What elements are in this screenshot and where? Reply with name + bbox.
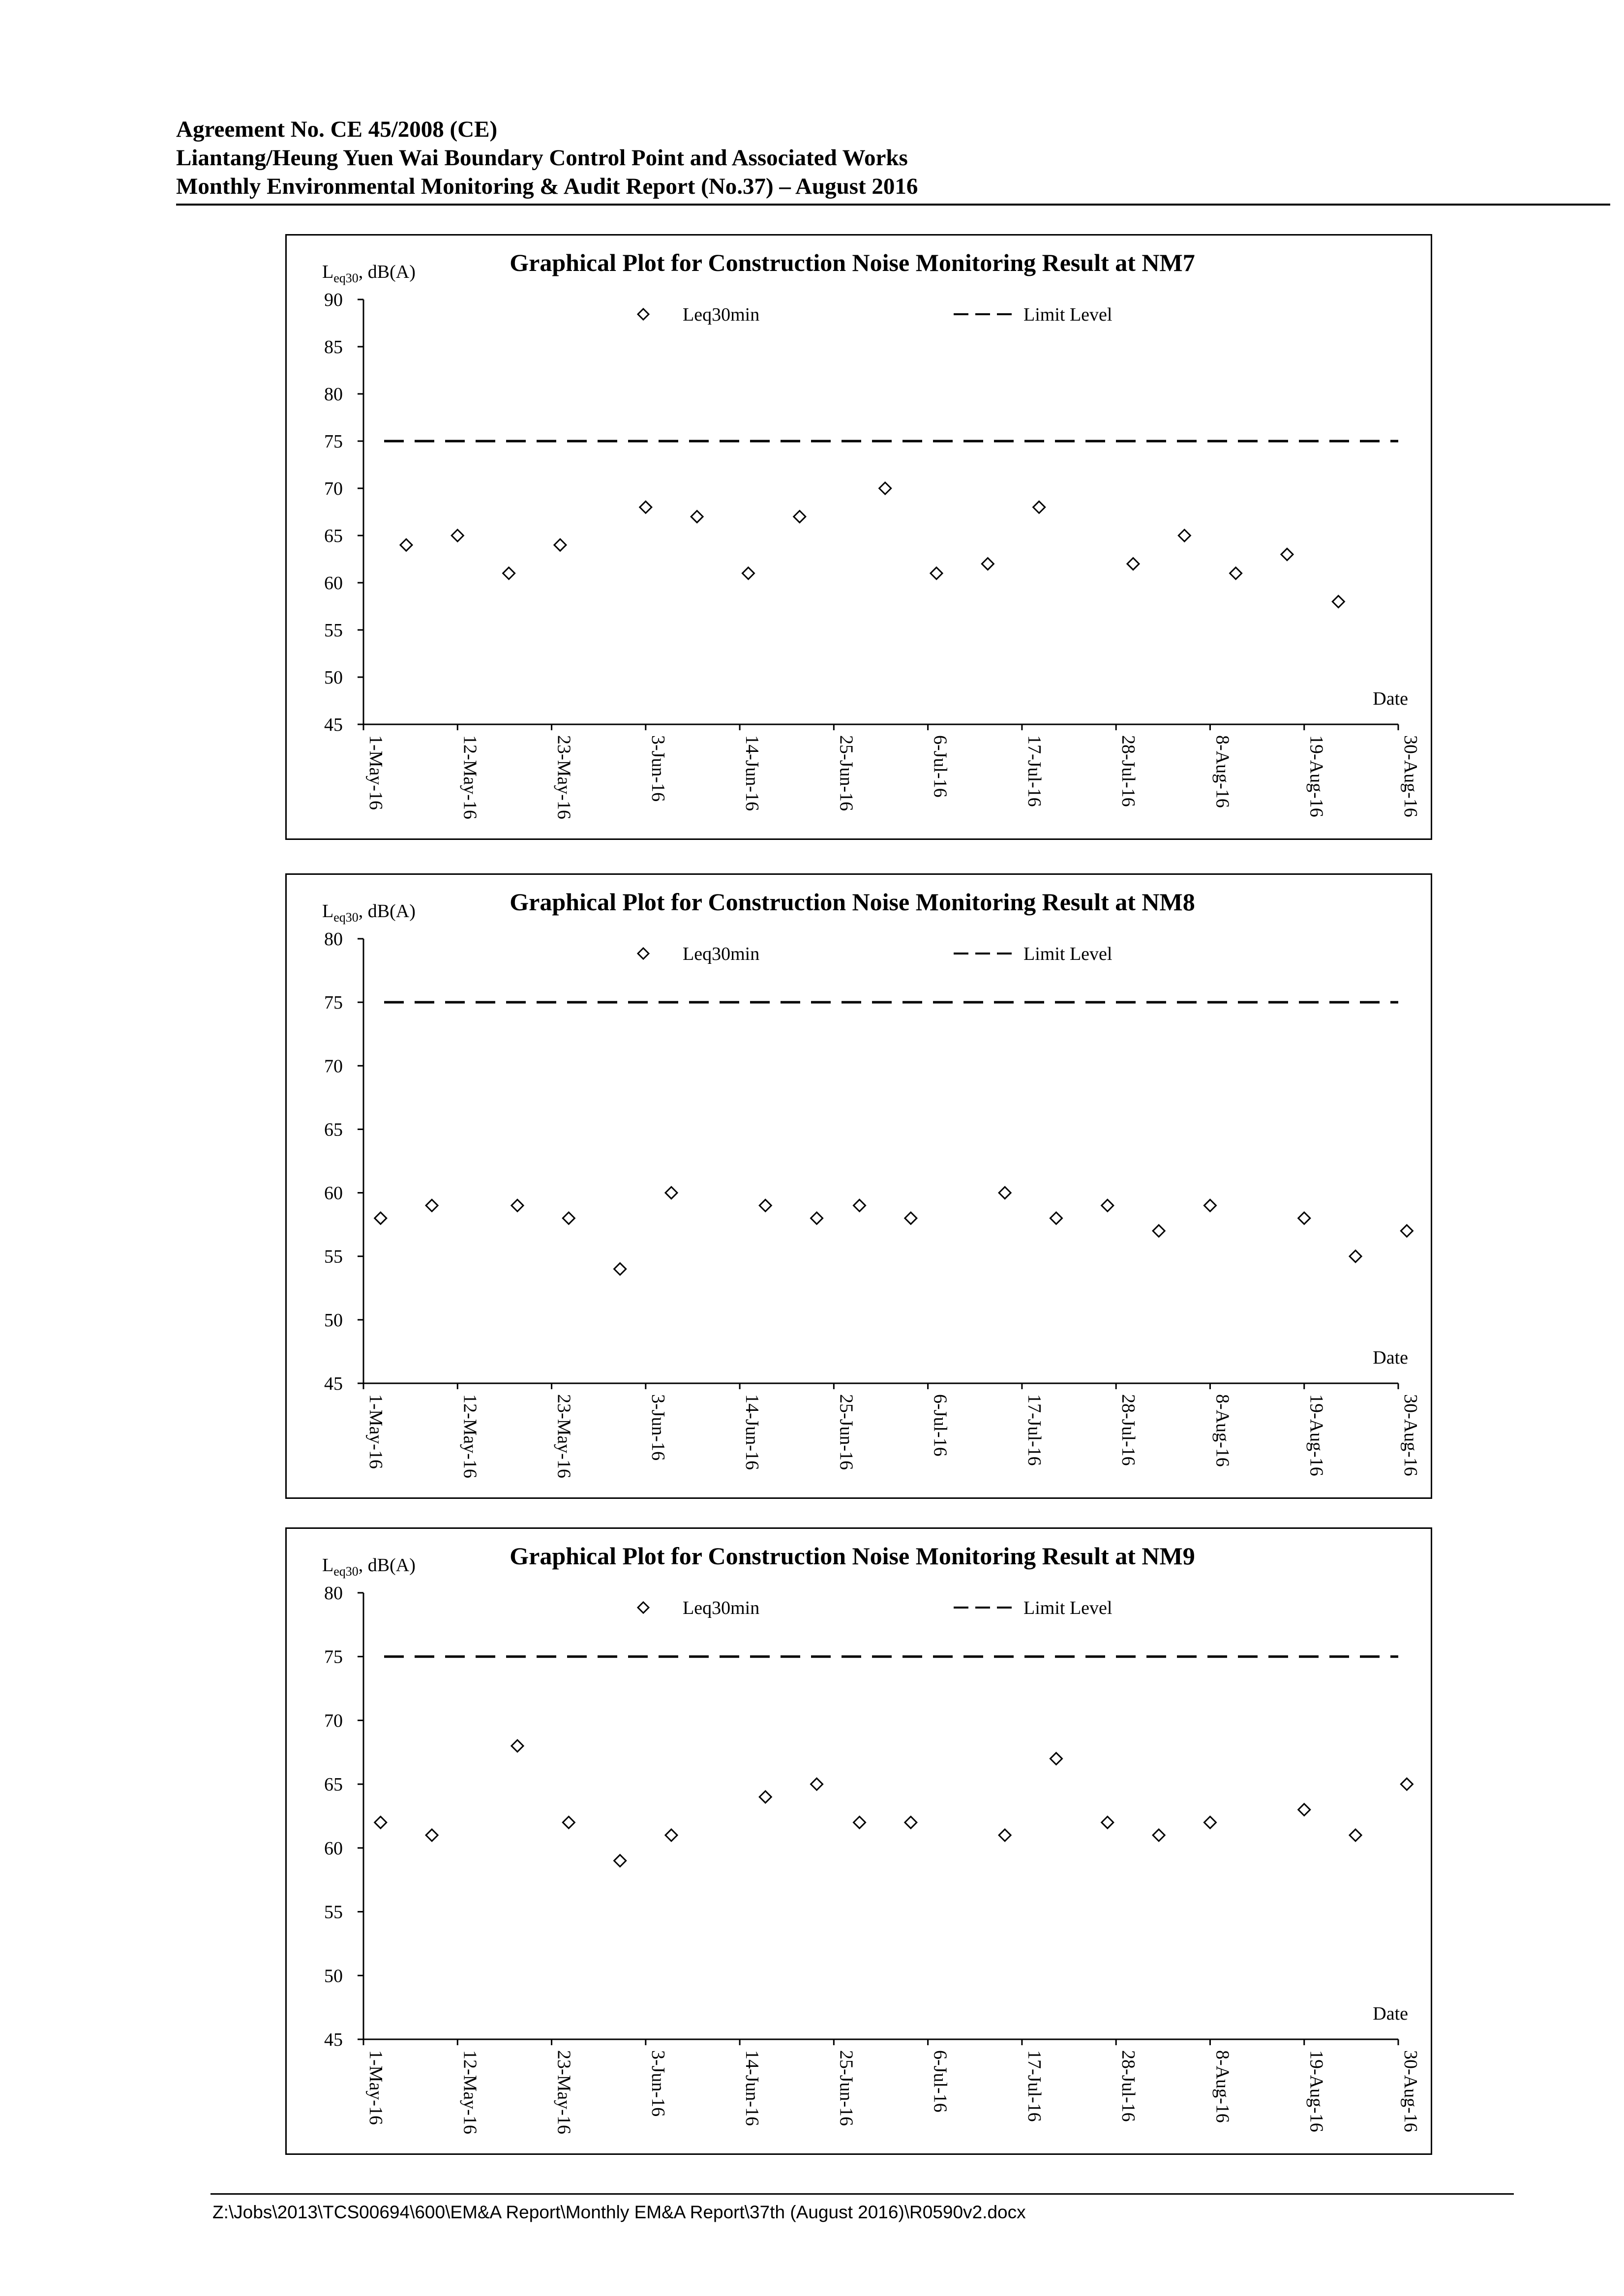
y-tick-label: 70 (324, 478, 343, 499)
data-point (931, 567, 942, 579)
data-point (1298, 1804, 1310, 1816)
x-tick-label: 25-Jun-16 (836, 1394, 857, 1470)
data-point (1401, 1778, 1413, 1790)
x-tick-label: 23-May-16 (553, 1394, 574, 1478)
data-point (1102, 1817, 1113, 1828)
x-tick-label: 3-Jun-16 (647, 1394, 668, 1461)
chart-svg (287, 1529, 1431, 2153)
x-tick-label: 28-Jul-16 (1118, 735, 1139, 807)
data-point (554, 539, 566, 551)
legend-limit-level-label: Limit Level (1023, 1598, 1113, 1618)
x-tick-label: 14-Jun-16 (742, 735, 763, 811)
legend-leq30min-label: Leq30min (683, 944, 760, 964)
x-tick-label: 8-Aug-16 (1212, 735, 1233, 808)
x-tick-label: 14-Jun-16 (742, 2050, 763, 2126)
data-point (1153, 1225, 1165, 1237)
y-tick-label: 55 (324, 1902, 343, 1923)
data-point (854, 1199, 866, 1211)
data-point (1281, 548, 1293, 560)
x-tick-label: 6-Jul-16 (930, 1394, 951, 1457)
data-point (375, 1212, 387, 1224)
x-tick-label: 25-Jun-16 (836, 2050, 857, 2126)
legend-leq30min-label: Leq30min (683, 1598, 760, 1618)
header-project: Liantang/Heung Yuen Wai Boundary Control Point and Associated Works (176, 145, 908, 171)
data-point (665, 1187, 677, 1199)
chart-title: Graphical Plot for Construction Noise Monitoring Result at NM7 (510, 249, 1195, 276)
chart-nm7 (285, 234, 1432, 840)
x-tick-label: 28-Jul-16 (1118, 1394, 1139, 1466)
legend-diamond-marker (638, 948, 649, 959)
report-header (176, 115, 1602, 201)
data-point (1178, 530, 1190, 541)
x-tick-label: 30-Aug-16 (1400, 735, 1421, 817)
y-tick-label: 75 (324, 1646, 343, 1668)
y-tick-label: 45 (324, 715, 343, 735)
legend-diamond-marker (638, 1602, 649, 1613)
chart-title: Graphical Plot for Construction Noise Monitoring Result at NM9 (510, 1542, 1195, 1570)
y-tick-label: 70 (324, 1056, 343, 1077)
x-tick-label: 19-Aug-16 (1306, 735, 1327, 817)
y-tick-label: 45 (324, 1373, 343, 1394)
data-point (854, 1817, 866, 1828)
data-point (451, 530, 463, 541)
y-tick-label: 65 (324, 526, 343, 546)
x-tick-label: 1-May-16 (365, 1394, 386, 1469)
legend-diamond-marker (638, 309, 649, 320)
x-tick-label: 28-Jul-16 (1118, 2050, 1139, 2122)
x-tick-label: 17-Jul-16 (1023, 735, 1045, 807)
chart-svg (287, 236, 1431, 838)
data-point (999, 1187, 1011, 1199)
data-point (879, 482, 891, 494)
data-point (511, 1740, 523, 1752)
data-point (999, 1829, 1011, 1841)
x-axis-label: Date (1373, 1347, 1408, 1368)
data-point (1350, 1829, 1361, 1841)
data-point (742, 567, 754, 579)
x-tick-label: 30-Aug-16 (1400, 2050, 1421, 2132)
y-tick-label: 55 (324, 1246, 343, 1267)
legend-leq30min-label: Leq30min (683, 304, 760, 325)
x-tick-label: 17-Jul-16 (1023, 2050, 1045, 2122)
chart-nm9 (285, 1527, 1432, 2155)
y-axis-label: $L_{eq30}$, dB(A) (322, 901, 416, 924)
x-tick-label: 3-Jun-16 (647, 735, 668, 802)
y-tick-label: 45 (324, 2029, 343, 2050)
footer-rule (211, 2193, 1514, 2195)
data-point (426, 1199, 438, 1211)
y-tick-label: 75 (324, 992, 343, 1014)
legend-limit-level-label: Limit Level (1023, 944, 1113, 964)
data-point (1204, 1199, 1216, 1211)
data-point (905, 1212, 917, 1224)
x-tick-label: 12-May-16 (459, 735, 481, 819)
chart-title: Graphical Plot for Construction Noise Monitoring Result at NM8 (510, 888, 1195, 916)
y-axis-label: $L_{eq30}$, dB(A) (322, 262, 416, 285)
data-point (665, 1829, 677, 1841)
x-tick-label: 17-Jul-16 (1023, 1394, 1045, 1466)
footer-file-path: Z:\Jobs\2013\TCS00694\600\EM&A Report\Monthly EM&A Report\37th (August 2016)\R0590v2.docx (212, 2202, 1026, 2222)
header-report-title: Monthly Environmental Monitoring & Audit Report (No.37) – August 2016 (176, 174, 918, 199)
data-point (759, 1791, 771, 1803)
y-tick-label: 55 (324, 620, 343, 641)
y-tick-label: 60 (324, 573, 343, 594)
x-tick-label: 19-Aug-16 (1306, 1394, 1327, 1476)
data-point (400, 539, 412, 551)
data-point (503, 567, 515, 579)
data-point (1401, 1225, 1413, 1237)
data-point (614, 1855, 626, 1867)
y-tick-label: 50 (324, 1310, 343, 1331)
chart-svg (287, 875, 1431, 1497)
x-tick-label: 12-May-16 (459, 2050, 481, 2134)
x-axis-label: Date (1373, 688, 1408, 709)
y-tick-label: 60 (324, 1838, 343, 1859)
data-point (426, 1829, 438, 1841)
x-axis-label: Date (1373, 2003, 1408, 2024)
x-tick-label: 12-May-16 (459, 1394, 481, 1478)
chart-nm8 (285, 873, 1432, 1499)
y-tick-label: 70 (324, 1710, 343, 1731)
data-point (511, 1199, 523, 1211)
y-tick-label: 90 (324, 290, 343, 310)
y-tick-label: 50 (324, 667, 343, 688)
y-tick-label: 85 (324, 337, 343, 358)
data-point (794, 511, 806, 523)
header-rule (176, 204, 1610, 206)
y-axis-label: $L_{eq30}$, dB(A) (322, 1555, 416, 1579)
data-point (375, 1817, 387, 1828)
data-point (1153, 1829, 1165, 1841)
data-point (1050, 1753, 1062, 1764)
data-point (614, 1263, 626, 1275)
data-point (1127, 558, 1139, 570)
y-tick-label: 50 (324, 1966, 343, 1987)
data-point (1230, 567, 1242, 579)
x-tick-label: 23-May-16 (553, 735, 574, 819)
data-point (1350, 1251, 1361, 1262)
y-tick-label: 80 (324, 384, 343, 405)
data-point (759, 1199, 771, 1211)
y-tick-label: 65 (324, 1774, 343, 1795)
x-tick-label: 25-Jun-16 (836, 735, 857, 811)
x-tick-label: 6-Jul-16 (930, 2050, 951, 2113)
data-point (1332, 596, 1344, 607)
y-tick-label: 65 (324, 1119, 343, 1140)
x-tick-label: 1-May-16 (365, 735, 386, 810)
x-tick-label: 19-Aug-16 (1306, 2050, 1327, 2132)
legend-limit-level-label: Limit Level (1023, 304, 1113, 325)
x-tick-label: 3-Jun-16 (647, 2050, 668, 2117)
data-point (563, 1212, 574, 1224)
x-tick-label: 30-Aug-16 (1400, 1394, 1421, 1476)
data-point (811, 1212, 823, 1224)
data-point (1298, 1212, 1310, 1224)
x-tick-label: 6-Jul-16 (930, 735, 951, 798)
y-tick-label: 80 (324, 1583, 343, 1604)
data-point (905, 1817, 917, 1828)
y-tick-label: 75 (324, 431, 343, 452)
header-agreement: Agreement No. CE 45/2008 (CE) (176, 117, 498, 142)
y-tick-label: 60 (324, 1183, 343, 1204)
data-point (1102, 1199, 1113, 1211)
data-point (1033, 501, 1045, 513)
data-point (640, 501, 652, 513)
data-point (1204, 1817, 1216, 1828)
data-point (563, 1817, 574, 1828)
x-tick-label: 8-Aug-16 (1212, 1394, 1233, 1467)
data-point (982, 558, 993, 570)
data-point (811, 1778, 823, 1790)
x-tick-label: 14-Jun-16 (742, 1394, 763, 1470)
data-point (691, 511, 703, 523)
x-tick-label: 1-May-16 (365, 2050, 386, 2125)
x-tick-label: 8-Aug-16 (1212, 2050, 1233, 2123)
y-tick-label: 80 (324, 929, 343, 950)
x-tick-label: 23-May-16 (553, 2050, 574, 2134)
data-point (1050, 1212, 1062, 1224)
